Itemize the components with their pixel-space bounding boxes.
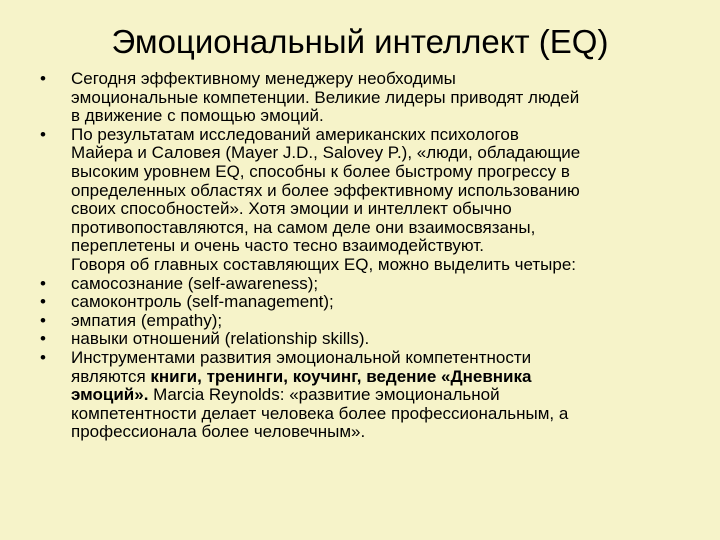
text-line xyxy=(71,386,695,405)
text-line: переплетены и очень часто тесно взаимодействуют. xyxy=(71,236,484,256)
bullet-marker: • xyxy=(40,310,46,330)
text-line: высоким уровнем EQ, способны к более быстрому прогрессу в xyxy=(71,161,570,181)
text-line: По результатам исследований американских психологов xyxy=(71,124,519,144)
bullet-marker: • xyxy=(40,69,46,88)
text-line: Сегодня эффективному менеджеру необходимы xyxy=(71,69,456,88)
text-line: навыки отношений (relationship skills). xyxy=(71,329,370,349)
bullet-text xyxy=(71,275,695,294)
bullet-marker: • xyxy=(40,329,46,349)
text-line: противопоставляются, на самом деле они взаимосвязаны, xyxy=(71,217,536,237)
bullet-item xyxy=(40,126,695,275)
bullet-text xyxy=(71,70,695,126)
plain-text: являются xyxy=(71,366,151,386)
bullet-text xyxy=(71,330,695,349)
text-line: профессионала более человечным». xyxy=(71,422,366,442)
bullet-marker: • xyxy=(40,347,46,367)
bullet-text xyxy=(71,293,695,312)
bullet-marker: • xyxy=(40,292,46,312)
bullet-text xyxy=(71,312,695,331)
bullet-text xyxy=(71,349,695,442)
text-line: Майера и Саловея (Mayer J.D., Salovey P.), «люди, обладающие xyxy=(71,143,581,163)
text-line: в движение с помощью эмоций. xyxy=(71,106,324,126)
bullet-item xyxy=(40,312,695,331)
bullet-marker: • xyxy=(40,273,46,293)
plain-text: Marcia Reynolds: «развитие эмоциональной xyxy=(148,385,500,405)
text-line: компетентности делает человека более профессиональным, а xyxy=(71,403,569,423)
bullet-item xyxy=(40,330,695,349)
bullet-item xyxy=(40,293,695,312)
bullet-list xyxy=(40,70,695,442)
bullet-item xyxy=(40,349,695,442)
text-line xyxy=(71,368,695,387)
bullet-text xyxy=(71,126,695,275)
bullet-item xyxy=(40,70,695,126)
bold-text: эмоций». xyxy=(71,385,149,405)
text-line: своих способностей». Хотя эмоции и интеллект обычно xyxy=(71,199,512,219)
text-line: Инструментами развития эмоциональной компетентности xyxy=(71,347,532,367)
text-line: самосознание (self-awareness); xyxy=(71,273,319,293)
text-line: эмпатия (empathy); xyxy=(71,310,223,330)
slide-title: Эмоциональный интеллект (EQ) xyxy=(111,23,609,60)
text-line: определенных областях и более эффективному использованию xyxy=(71,180,580,200)
text-line: самоконтроль (self-management); xyxy=(71,292,334,312)
text-line: эмоциональные компетенции. Великие лидеры приводят людей xyxy=(71,87,580,107)
bullet-marker: • xyxy=(40,124,46,144)
bullet-item xyxy=(40,275,695,294)
bold-text: книги, тренинги, коучинг, ведение «Дневника xyxy=(150,366,532,386)
text-line: Говоря об главных составляющих EQ, можно выделить четыре: xyxy=(71,254,577,274)
